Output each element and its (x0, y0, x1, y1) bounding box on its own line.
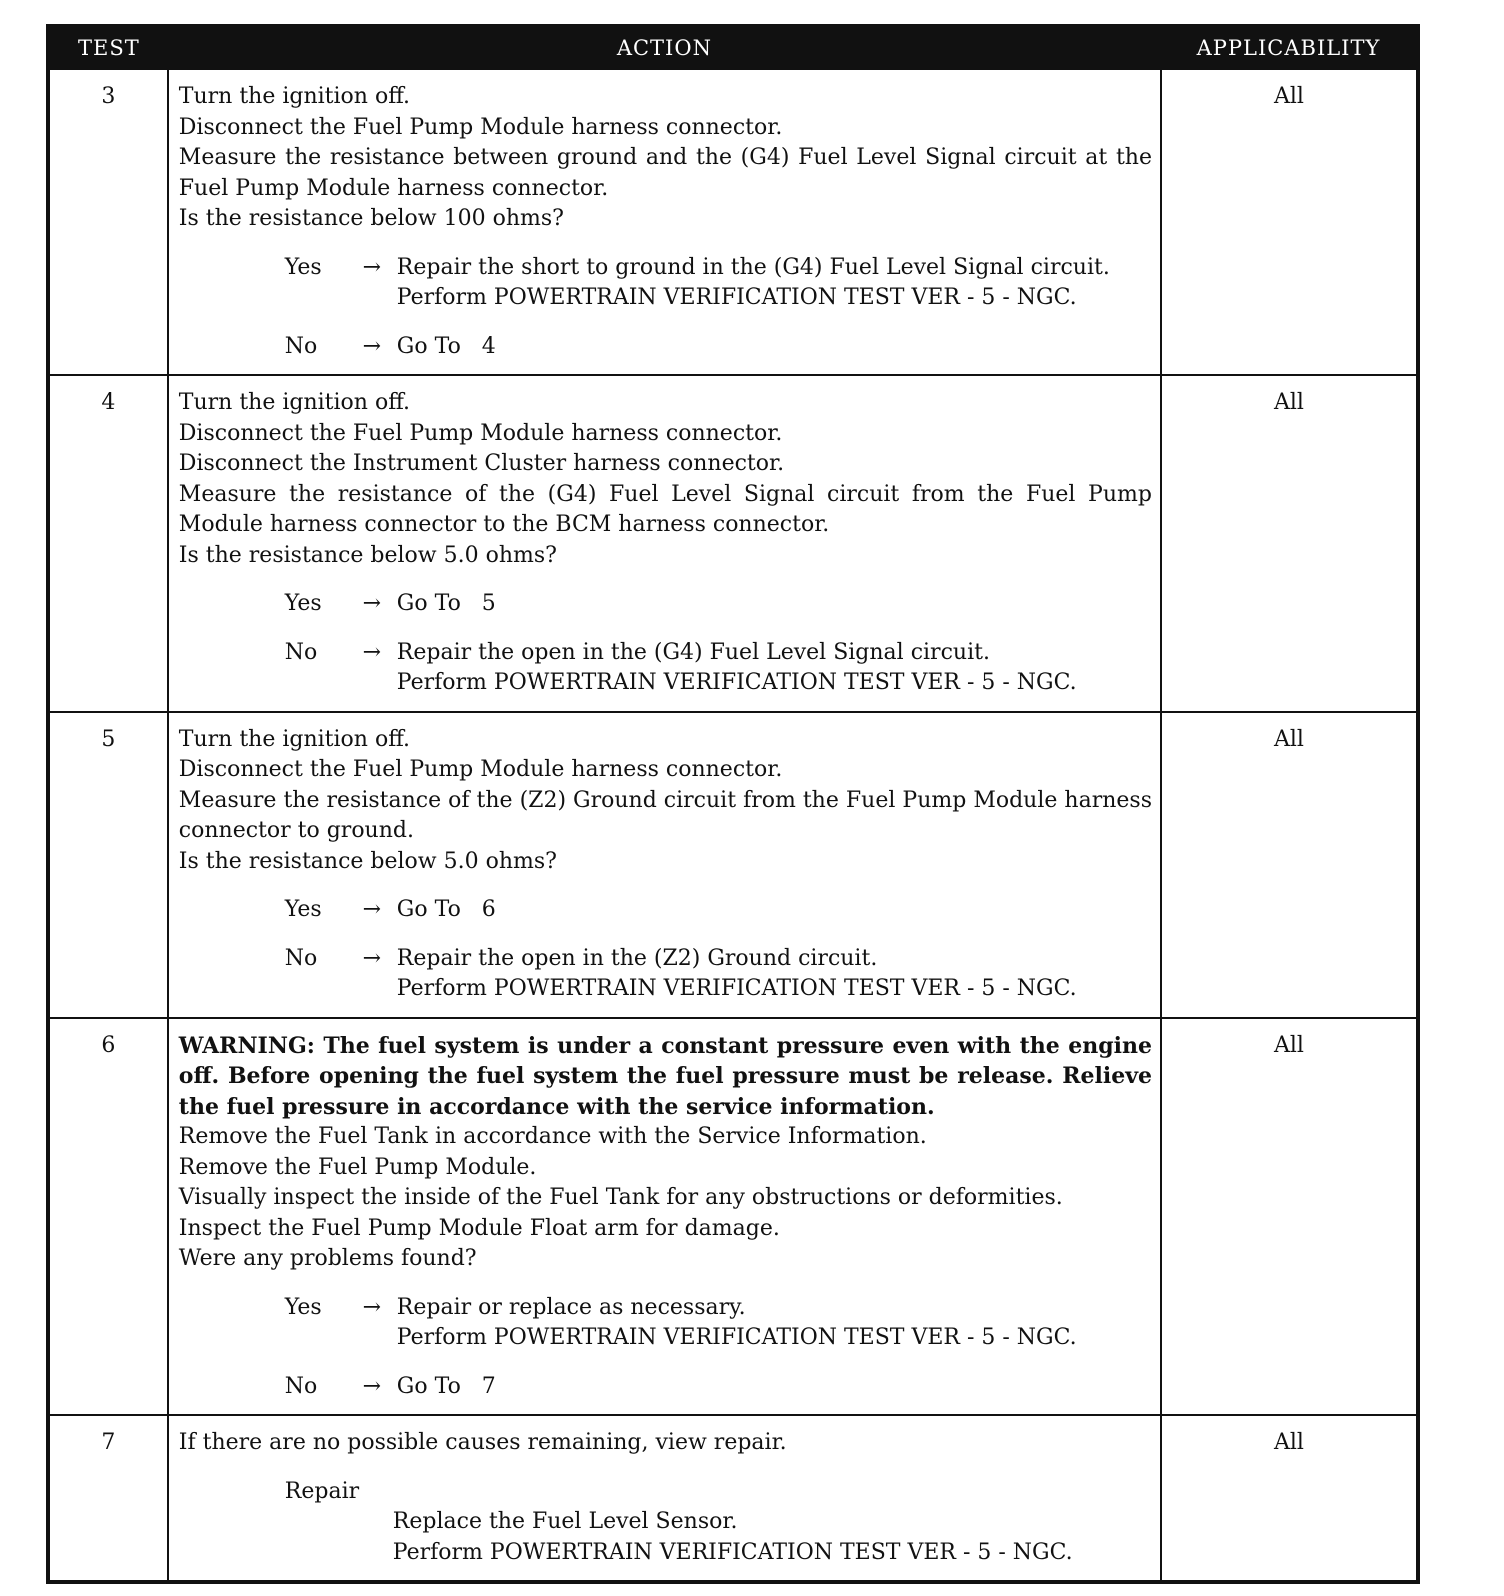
arrow-icon: → (362, 1294, 382, 1320)
goto-link[interactable]: Go To 7 (396, 1373, 496, 1399)
no-response (179, 638, 1152, 699)
response-line: Perform POWERTRAIN VERIFICATION TEST VER - 5 - NGC. (396, 670, 1077, 695)
test-number: 7 (48, 1415, 168, 1582)
no-response (179, 332, 1152, 363)
arrow-icon: → (362, 254, 382, 280)
action-line: Disconnect the Fuel Pump Module harness connector. (178, 757, 783, 782)
action-cell (168, 1415, 1161, 1582)
no-label: No (284, 945, 318, 971)
header-row (48, 26, 1418, 69)
header-action: ACTION (168, 26, 1161, 69)
no-label: No (284, 1373, 318, 1399)
response-line: Repair or replace as necessary. (396, 1294, 746, 1320)
action-line: Measure the resistance of the (Z2) Ground circuit from the Fuel Pump Module harness connector to ground. (178, 787, 1152, 843)
test-number: 4 (48, 375, 168, 712)
action-line: Turn the ignition off. (178, 84, 411, 109)
action-cell (168, 375, 1161, 712)
action-line: Is the resistance below 5.0 ohms? (178, 542, 557, 568)
action-cell (168, 712, 1161, 1018)
arrow-icon: → (362, 591, 382, 616)
applicability-value: All (1161, 1018, 1418, 1416)
action-line: Disconnect the Fuel Pump Module harness connector. (178, 114, 783, 140)
yes-label: Yes (284, 897, 322, 922)
action-line: Were any problems found? (178, 1246, 477, 1271)
action-line: Remove the Fuel Tank in accordance with the Service Information. (178, 1124, 927, 1149)
applicability-value: All (1161, 712, 1418, 1018)
arrow-icon: → (362, 945, 382, 971)
action-line: Inspect the Fuel Pump Module Float arm for damage. (178, 1215, 780, 1241)
action-line: If there are no possible causes remaining, view repair. (178, 1430, 787, 1455)
yes-text (397, 895, 1152, 926)
goto-link[interactable]: Go To 4 (396, 333, 496, 359)
response-line: Perform POWERTRAIN VERIFICATION TEST VER - 5 - NGC. (396, 1325, 1077, 1350)
response-line: Perform POWERTRAIN VERIFICATION TEST VER - 5 - NGC. (396, 976, 1077, 1001)
action-line: Disconnect the Fuel Pump Module harness connector. (178, 420, 783, 446)
table-row-test-5 (48, 712, 1418, 1018)
applicability-value: All (1161, 375, 1418, 712)
action-cell (168, 69, 1161, 375)
no-text (397, 944, 1152, 1005)
no-response (179, 944, 1152, 1005)
diagnostic-table (46, 24, 1420, 1584)
test-number: 5 (48, 712, 168, 1018)
test-number: 3 (48, 69, 168, 375)
table-row-test-6 (48, 1018, 1418, 1416)
yes-label: Yes (284, 254, 322, 280)
yes-label: Yes (284, 1294, 322, 1320)
table-row-test-4 (48, 375, 1418, 712)
warning-text: WARNING: The fuel system is under a constant pressure even with the engine off. Before opening the fuel system the fuel pressure must be release. Relieve the fuel pressure in accordance with the service information. (178, 1032, 1152, 1120)
action-line: Measure the resistance between ground and the (G4) Fuel Level Signal circuit at the Fuel Pump Module harness connector. (178, 145, 1152, 201)
action-line: Disconnect the Instrument Cluster harness connector. (178, 451, 785, 476)
action-line: Visually inspect the inside of the Fuel Tank for any obstructions or deformities. (178, 1185, 1063, 1210)
goto-link[interactable]: Go To 6 (396, 897, 496, 922)
no-text (397, 1372, 1152, 1403)
action-line: Remove the Fuel Pump Module. (178, 1154, 537, 1180)
header-applicability: APPLICABILITY (1161, 26, 1418, 69)
yes-response (179, 253, 1152, 314)
yes-text (397, 1293, 1152, 1354)
table-row-test-7 (48, 1415, 1418, 1582)
no-label: No (284, 639, 318, 665)
yes-text (397, 253, 1152, 314)
header-test: TEST (48, 26, 168, 69)
repair-label: Repair (284, 1478, 360, 1504)
arrow-icon: → (362, 1373, 382, 1399)
arrow-icon: → (362, 897, 382, 922)
yes-label: Yes (284, 591, 322, 616)
action-line: Is the resistance below 5.0 ohms? (178, 848, 557, 874)
action-line: Is the resistance below 100 ohms? (178, 206, 564, 231)
repair-line: Replace the Fuel Level Sensor. (392, 1509, 738, 1534)
response-line: Repair the open in the (Z2) Ground circuit. (396, 945, 878, 971)
applicability-value: All (1161, 1415, 1418, 1582)
yes-response (179, 1293, 1152, 1354)
no-label: No (284, 333, 318, 359)
goto-link[interactable]: Go To 5 (396, 591, 496, 616)
response-line: Perform POWERTRAIN VERIFICATION TEST VER - 5 - NGC. (396, 285, 1077, 310)
table-row-test-3 (48, 69, 1418, 375)
applicability-value: All (1161, 69, 1418, 375)
diagnostic-sheet (46, 24, 1420, 1584)
action-line: Turn the ignition off. (178, 390, 411, 415)
action-line: Turn the ignition off. (178, 726, 411, 752)
arrow-icon: → (362, 333, 382, 359)
yes-text (397, 589, 1152, 620)
arrow-icon: → (362, 639, 382, 665)
no-text (397, 638, 1152, 699)
response-line: Repair the short to ground in the (G4) Fuel Level Signal circuit. (396, 254, 1110, 280)
no-text (397, 332, 1152, 363)
no-response (179, 1372, 1152, 1403)
yes-response (179, 589, 1152, 620)
repair-line: Perform POWERTRAIN VERIFICATION TEST VER - 5 - NGC. (392, 1539, 1073, 1565)
yes-response (179, 895, 1152, 926)
action-cell (168, 1018, 1161, 1416)
test-number: 6 (48, 1018, 168, 1416)
response-line: Repair the open in the (G4) Fuel Level Signal circuit. (396, 639, 990, 665)
action-line: Measure the resistance of the (G4) Fuel Level Signal circuit from the Fuel Pump Module harness connector to the BCM harness connector. (178, 481, 1152, 537)
